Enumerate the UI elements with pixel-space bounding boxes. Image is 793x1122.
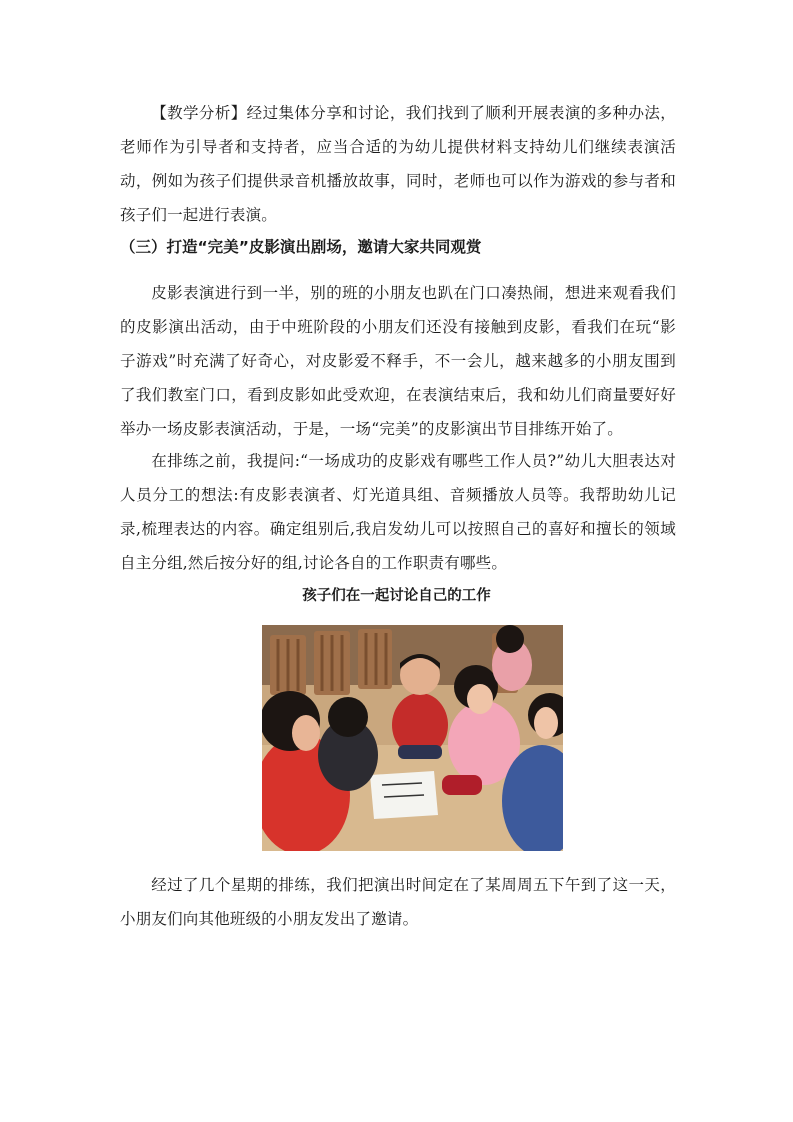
worksheet-paper bbox=[370, 771, 438, 819]
section-heading: （三）打造“完美”皮影演出剧场，邀请大家共同观赏 bbox=[120, 238, 482, 256]
body-paragraph-2 bbox=[120, 444, 676, 580]
body-paragraph-2-text: 在排练之前，我提问:“一场成功的皮影戏有哪些工作人员?”幼儿大胆表达对人员分工的想法:有皮影表演者、灯光道具组、音频播放人员等。我帮助幼儿记录,梳理表达的内容。确定组别后,我启发幼儿可以按照自己的喜好和擅长的领域自主分组,然后按分好的组,讨论各自的工作职责有哪些。 bbox=[120, 452, 676, 572]
children-discussion-photo bbox=[262, 625, 563, 851]
body-paragraph-3-text: 经过了几个星期的排练，我们把演出时间定在了某周周五下午到了这一天，小朋友们向其他班级的小朋友发出了邀请。 bbox=[120, 876, 676, 928]
photo-illustration bbox=[262, 625, 563, 851]
photo-caption: 孩子们在一起讨论自己的工作 bbox=[302, 588, 491, 604]
analysis-paragraph bbox=[120, 96, 676, 232]
body-paragraph-1-text: 皮影表演进行到一半，别的班的小朋友也趴在门口凑热闹，想进来观看我们的皮影演出活动，由于中班阶段的小朋友们还没有接触到皮影，看我们在玩“影子游戏”时充满了好奇心，对皮影爱不释手，不一会儿，越来越多的小朋友围到了我们教室门口，看到皮影如此受欢迎，在表演结束后，我和幼儿们商量要好好举办一场皮影表演活动，于是，一场“完美”的皮影演出节目排练开始了。 bbox=[120, 284, 676, 438]
body-paragraph-1 bbox=[120, 276, 676, 446]
body-paragraph-3 bbox=[120, 868, 676, 936]
analysis-text: 【教学分析】经过集体分享和讨论，我们找到了顺利开展表演的多种办法，老师作为引导者和支持者，应当合适的为幼儿提供材料支持幼儿们继续表演活动，例如为孩子们提供录音机播放故事，同时，老师也可以作为游戏的参与者和孩子们一起进行表演。 bbox=[120, 104, 676, 224]
